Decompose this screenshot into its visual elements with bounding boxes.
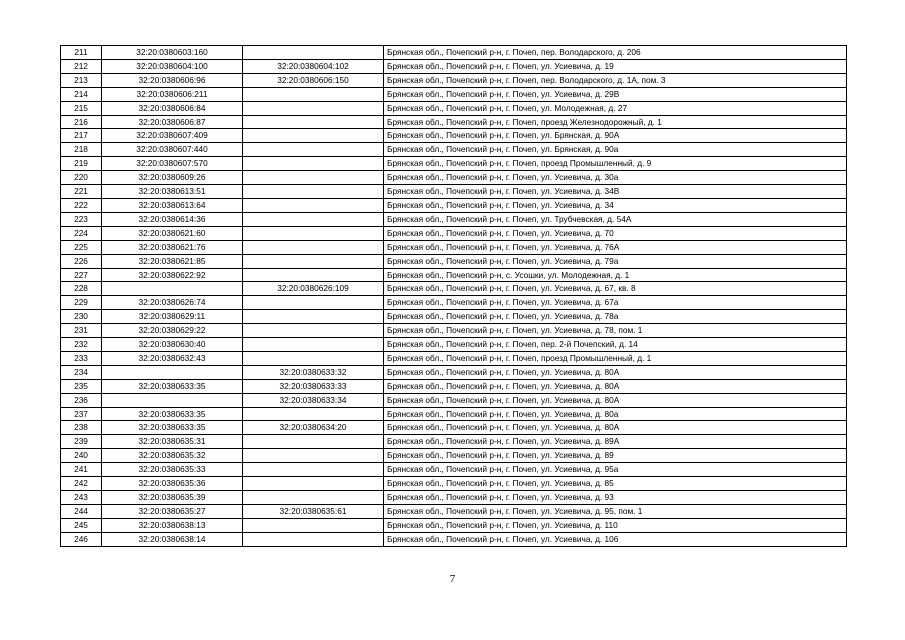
cadastral-number-cell: 32:20:0380621:60 — [102, 226, 243, 240]
related-cadastral-number-cell — [243, 157, 384, 171]
table-row — [61, 463, 847, 477]
table-row — [61, 268, 847, 282]
row-number-cell: 215 — [61, 101, 102, 115]
address-cell: Брянская обл., Почепский р-н, г. Почеп, ул. Усиевича, д. 80А — [384, 421, 847, 435]
table-row — [61, 185, 847, 199]
table-row — [61, 115, 847, 129]
row-number-cell: 221 — [61, 185, 102, 199]
address-cell: Брянская обл., Почепский р-н, г. Почеп, проезд Железнодорожный, д. 1 — [384, 115, 847, 129]
related-cadastral-number-cell: 32:20:0380633:32 — [243, 365, 384, 379]
cadastral-number-cell: 32:20:0380635:31 — [102, 435, 243, 449]
related-cadastral-number-cell — [243, 338, 384, 352]
cadastral-number-cell: 32:20:0380613:51 — [102, 185, 243, 199]
table-row — [61, 157, 847, 171]
address-cell: Брянская обл., Почепский р-н, г. Почеп, ул. Усиевича, д. 110 — [384, 518, 847, 532]
related-cadastral-number-cell — [243, 129, 384, 143]
address-cell: Брянская обл., Почепский р-н, с. Усошки, ул. Молодежная, д. 1 — [384, 268, 847, 282]
cadastral-number-cell: 32:20:0380614:36 — [102, 212, 243, 226]
row-number-cell: 229 — [61, 296, 102, 310]
related-cadastral-number-cell — [243, 240, 384, 254]
related-cadastral-number-cell — [243, 532, 384, 546]
address-cell: Брянская обл., Почепский р-н, г. Почеп, ул. Усиевича, д. 78а — [384, 310, 847, 324]
address-cell: Брянская обл., Почепский р-н, г. Почеп, ул. Усиевича, д. 34 — [384, 198, 847, 212]
address-cell: Брянская обл., Почепский р-н, г. Почеп, ул. Усиевича, д. 79а — [384, 254, 847, 268]
row-number-cell: 223 — [61, 212, 102, 226]
row-number-cell: 233 — [61, 351, 102, 365]
address-cell: Брянская обл., Почепский р-н, г. Почеп, ул. Усиевича, д. 85 — [384, 477, 847, 491]
row-number-cell: 220 — [61, 171, 102, 185]
related-cadastral-number-cell — [243, 351, 384, 365]
address-cell: Брянская обл., Почепский р-н, г. Почеп, ул. Усиевича, д. 80А — [384, 379, 847, 393]
table-row — [61, 296, 847, 310]
row-number-cell: 217 — [61, 129, 102, 143]
address-cell: Брянская обл., Почепский р-н, г. Почеп, ул. Усиевича, д. 70 — [384, 226, 847, 240]
address-cell: Брянская обл., Почепский р-н, г. Почеп, ул. Усиевича, д. 93 — [384, 491, 847, 505]
table-row — [61, 518, 847, 532]
address-cell: Брянская обл., Почепский р-н, г. Почеп, ул. Усиевича, д. 34В — [384, 185, 847, 199]
row-number-cell: 216 — [61, 115, 102, 129]
related-cadastral-number-cell — [243, 171, 384, 185]
row-number-cell: 244 — [61, 504, 102, 518]
cadastral-number-cell: 32:20:0380609:26 — [102, 171, 243, 185]
cadastral-number-cell: 32:20:0380632:43 — [102, 351, 243, 365]
cadastral-number-cell: 32:20:0380604:100 — [102, 59, 243, 73]
table-row — [61, 532, 847, 546]
related-cadastral-number-cell: 32:20:0380626:109 — [243, 282, 384, 296]
cadastral-number-cell: 32:20:0380635:36 — [102, 477, 243, 491]
address-cell: Брянская обл., Почепский р-н, г. Почеп, ул. Усиевича, д. 89А — [384, 435, 847, 449]
address-cell: Брянская обл., Почепский р-н, г. Почеп, ул. Усиевича, д. 67, кв. 8 — [384, 282, 847, 296]
related-cadastral-number-cell — [243, 254, 384, 268]
related-cadastral-number-cell — [243, 407, 384, 421]
table-row — [61, 198, 847, 212]
row-number-cell: 242 — [61, 477, 102, 491]
related-cadastral-number-cell: 32:20:0380604:102 — [243, 59, 384, 73]
related-cadastral-number-cell — [243, 310, 384, 324]
related-cadastral-number-cell — [243, 115, 384, 129]
row-number-cell: 211 — [61, 46, 102, 60]
table-row — [61, 101, 847, 115]
row-number-cell: 243 — [61, 491, 102, 505]
address-cell: Брянская обл., Почепский р-н, г. Почеп, пер. 2-й Почепский, д. 14 — [384, 338, 847, 352]
row-number-cell: 224 — [61, 226, 102, 240]
related-cadastral-number-cell — [243, 185, 384, 199]
table-row — [61, 338, 847, 352]
related-cadastral-number-cell — [243, 518, 384, 532]
cadastral-number-cell: 32:20:0380635:33 — [102, 463, 243, 477]
row-number-cell: 238 — [61, 421, 102, 435]
cadastral-number-cell: 32:20:0380606:87 — [102, 115, 243, 129]
address-cell: Брянская обл., Почепский р-н, г. Почеп, ул. Усиевича, д. 30а — [384, 171, 847, 185]
address-cell: Брянская обл., Почепский р-н, г. Почеп, ул. Усиевича, д. 19 — [384, 59, 847, 73]
row-number-cell: 226 — [61, 254, 102, 268]
cadastral-number-cell: 32:20:0380633:35 — [102, 421, 243, 435]
table-row — [61, 240, 847, 254]
row-number-cell: 237 — [61, 407, 102, 421]
address-cell: Брянская обл., Почепский р-н, г. Почеп, ул. Усиевича, д. 67а — [384, 296, 847, 310]
row-number-cell: 219 — [61, 157, 102, 171]
address-cell: Брянская обл., Почепский р-н, г. Почеп, пер. Володарского, д. 206 — [384, 46, 847, 60]
row-number-cell: 234 — [61, 365, 102, 379]
cadastral-number-cell — [102, 365, 243, 379]
address-cell: Брянская обл., Почепский р-н, г. Почеп, ул. Трубчевская, д. 54А — [384, 212, 847, 226]
cadastral-number-cell: 32:20:0380638:13 — [102, 518, 243, 532]
table-body — [61, 46, 847, 547]
related-cadastral-number-cell — [243, 463, 384, 477]
cadastral-number-cell: 32:20:0380622:92 — [102, 268, 243, 282]
address-cell: Брянская обл., Почепский р-н, г. Почеп, ул. Усиевича, д. 78, пом. 1 — [384, 324, 847, 338]
table-row — [61, 171, 847, 185]
cadastral-number-cell: 32:20:0380606:96 — [102, 73, 243, 87]
related-cadastral-number-cell — [243, 449, 384, 463]
address-cell: Брянская обл., Почепский р-н, г. Почеп, ул. Брянская, д. 90А — [384, 129, 847, 143]
row-number-cell: 241 — [61, 463, 102, 477]
related-cadastral-number-cell — [243, 198, 384, 212]
related-cadastral-number-cell: 32:20:0380633:34 — [243, 393, 384, 407]
table-row — [61, 226, 847, 240]
table-row — [61, 421, 847, 435]
address-cell: Брянская обл., Почепский р-н, г. Почеп, ул. Усиевича, д. 80А — [384, 365, 847, 379]
row-number-cell: 225 — [61, 240, 102, 254]
related-cadastral-number-cell: 32:20:0380634:20 — [243, 421, 384, 435]
address-cell: Брянская обл., Почепский р-н, г. Почеп, ул. Усиевича, д. 76А — [384, 240, 847, 254]
cadastral-number-cell: 32:20:0380606:211 — [102, 87, 243, 101]
cadastral-number-cell: 32:20:0380629:22 — [102, 324, 243, 338]
cadastral-number-cell: 32:20:0380629:11 — [102, 310, 243, 324]
address-cell: Брянская обл., Почепский р-н, г. Почеп, ул. Усиевича, д. 95а — [384, 463, 847, 477]
address-cell: Брянская обл., Почепский р-н, г. Почеп, проезд Промышленный, д. 1 — [384, 351, 847, 365]
cadastral-number-cell: 32:20:0380621:76 — [102, 240, 243, 254]
table-row — [61, 477, 847, 491]
table-row — [61, 504, 847, 518]
row-number-cell: 228 — [61, 282, 102, 296]
table-row — [61, 282, 847, 296]
address-cell: Брянская обл., Почепский р-н, г. Почеп, ул. Усиевича, д. 95, пом. 1 — [384, 504, 847, 518]
related-cadastral-number-cell — [243, 143, 384, 157]
address-cell: Брянская обл., Почепский р-н, г. Почеп, проезд Промышленный, д. 9 — [384, 157, 847, 171]
address-cell: Брянская обл., Почепский р-н, г. Почеп, ул. Усиевича, д. 106 — [384, 532, 847, 546]
document-table-container — [60, 45, 846, 547]
row-number-cell: 213 — [61, 73, 102, 87]
table-row — [61, 449, 847, 463]
table-row — [61, 393, 847, 407]
address-cell: Брянская обл., Почепский р-н, г. Почеп, ул. Усиевича, д. 29В — [384, 87, 847, 101]
row-number-cell: 212 — [61, 59, 102, 73]
row-number-cell: 222 — [61, 198, 102, 212]
related-cadastral-number-cell — [243, 477, 384, 491]
cadastral-number-cell: 32:20:0380621:85 — [102, 254, 243, 268]
table-row — [61, 310, 847, 324]
row-number-cell: 232 — [61, 338, 102, 352]
row-number-cell: 245 — [61, 518, 102, 532]
row-number-cell: 240 — [61, 449, 102, 463]
cadastral-number-cell: 32:20:0380633:35 — [102, 379, 243, 393]
related-cadastral-number-cell — [243, 324, 384, 338]
cadastral-number-cell: 32:20:0380613:64 — [102, 198, 243, 212]
cadastral-number-cell: 32:20:0380635:27 — [102, 504, 243, 518]
table-row — [61, 324, 847, 338]
address-cell: Брянская обл., Почепский р-н, г. Почеп, ул. Усиевича, д. 89 — [384, 449, 847, 463]
cadastral-table — [60, 45, 847, 547]
table-row — [61, 143, 847, 157]
row-number-cell: 214 — [61, 87, 102, 101]
cadastral-number-cell: 32:20:0380607:570 — [102, 157, 243, 171]
table-row — [61, 379, 847, 393]
table-row — [61, 129, 847, 143]
related-cadastral-number-cell — [243, 491, 384, 505]
cadastral-number-cell: 32:20:0380626:74 — [102, 296, 243, 310]
related-cadastral-number-cell — [243, 46, 384, 60]
address-cell: Брянская обл., Почепский р-н, г. Почеп, ул. Усиевича, д. 80А — [384, 393, 847, 407]
cadastral-number-cell — [102, 282, 243, 296]
table-row — [61, 254, 847, 268]
address-cell: Брянская обл., Почепский р-н, г. Почеп, ул. Молодежная, д. 27 — [384, 101, 847, 115]
row-number-cell: 239 — [61, 435, 102, 449]
row-number-cell: 246 — [61, 532, 102, 546]
row-number-cell: 231 — [61, 324, 102, 338]
related-cadastral-number-cell — [243, 87, 384, 101]
table-row — [61, 87, 847, 101]
cadastral-number-cell: 32:20:0380635:39 — [102, 491, 243, 505]
related-cadastral-number-cell: 32:20:0380633:33 — [243, 379, 384, 393]
related-cadastral-number-cell — [243, 101, 384, 115]
table-row — [61, 351, 847, 365]
table-row — [61, 59, 847, 73]
cadastral-number-cell: 32:20:0380603:160 — [102, 46, 243, 60]
row-number-cell: 218 — [61, 143, 102, 157]
table-row — [61, 212, 847, 226]
table-row — [61, 73, 847, 87]
row-number-cell: 235 — [61, 379, 102, 393]
cadastral-number-cell — [102, 393, 243, 407]
row-number-cell: 236 — [61, 393, 102, 407]
cadastral-number-cell: 32:20:0380606:84 — [102, 101, 243, 115]
cadastral-number-cell: 32:20:0380607:409 — [102, 129, 243, 143]
related-cadastral-number-cell: 32:20:0380635:61 — [243, 504, 384, 518]
address-cell: Брянская обл., Почепский р-н, г. Почеп, ул. Брянская, д. 90а — [384, 143, 847, 157]
related-cadastral-number-cell — [243, 435, 384, 449]
related-cadastral-number-cell — [243, 296, 384, 310]
related-cadastral-number-cell — [243, 268, 384, 282]
address-cell: Брянская обл., Почепский р-н, г. Почеп, пер. Володарского, д. 1А, пом. 3 — [384, 73, 847, 87]
cadastral-number-cell: 32:20:0380635:32 — [102, 449, 243, 463]
row-number-cell: 227 — [61, 268, 102, 282]
page-number: 7 — [449, 573, 456, 585]
row-number-cell: 230 — [61, 310, 102, 324]
cadastral-number-cell: 32:20:0380630:40 — [102, 338, 243, 352]
address-cell: Брянская обл., Почепский р-н, г. Почеп, ул. Усиевича, д. 80а — [384, 407, 847, 421]
related-cadastral-number-cell — [243, 212, 384, 226]
table-row — [61, 46, 847, 60]
table-row — [61, 365, 847, 379]
table-row — [61, 435, 847, 449]
cadastral-number-cell: 32:20:0380607:440 — [102, 143, 243, 157]
table-row — [61, 407, 847, 421]
cadastral-number-cell: 32:20:0380638:14 — [102, 532, 243, 546]
related-cadastral-number-cell — [243, 226, 384, 240]
table-row — [61, 491, 847, 505]
related-cadastral-number-cell: 32:20:0380606:150 — [243, 73, 384, 87]
cadastral-number-cell: 32:20:0380633:35 — [102, 407, 243, 421]
